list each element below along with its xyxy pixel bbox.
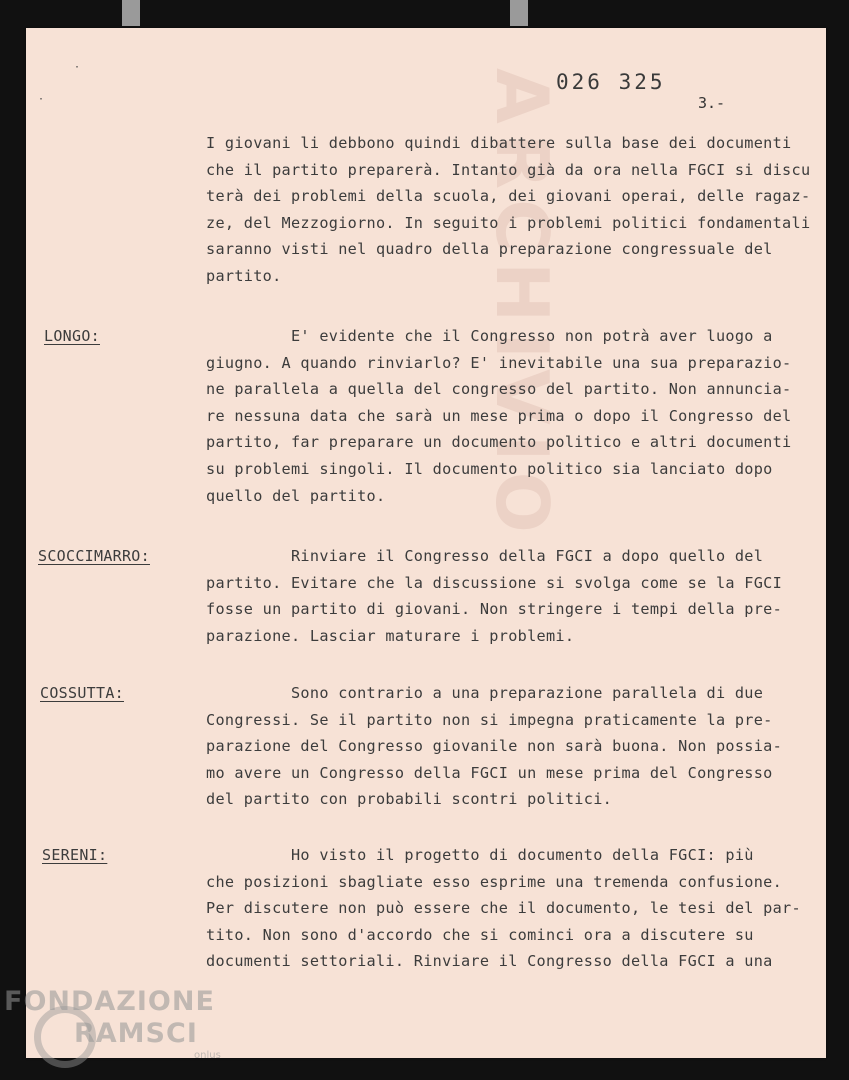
- binder-clip-left: [122, 0, 140, 26]
- text-line: partito, far preparare un documento politico e altri documenti: [206, 433, 792, 452]
- paragraph-continuation: [206, 130, 826, 290]
- text-line: I giovani li debbono quindi dibattere sulla base dei documenti: [206, 134, 792, 152]
- text-line: Rinviare il Congresso della FGCI a dopo quello del: [206, 547, 764, 565]
- text-line: saranno visti nel quadro della preparazione congressuale del: [206, 240, 773, 259]
- speaker-longo: LONGO:: [44, 327, 100, 345]
- text-line: fosse un partito di giovani. Non stringere i tempi della pre-: [206, 600, 783, 619]
- text-line: Ho visto il progetto di documento della FGCI: più: [206, 846, 754, 864]
- text-line: giugno. A quando rinviarlo? E' inevitabile una sua preparazio-: [206, 353, 792, 372]
- text-line: Sono contrario a una preparazione parallela di due: [206, 684, 764, 702]
- text-line: partito.: [206, 266, 282, 285]
- text-line: mo avere un Congresso della FGCI un mese prima del Congresso: [206, 763, 773, 782]
- archive-stamp-watermark: ARCHIVIO: [480, 68, 564, 543]
- paper-mark: ·: [38, 94, 45, 105]
- page-number: 3.-: [698, 94, 726, 112]
- text-line: ne parallela a quella del congresso del partito. Non annuncia-: [206, 380, 792, 399]
- paper-mark: ·: [74, 62, 81, 73]
- speaker-scoccimarro: SCOCCIMARRO:: [38, 547, 150, 565]
- text-line: parazione. Lasciar maturare i problemi.: [206, 626, 575, 645]
- text-line: del partito con probabili scontri politici.: [206, 790, 613, 809]
- text-line: re nessuna data che sarà un mese prima o dopo il Congresso del: [206, 406, 792, 425]
- speaker-sereni: SERENI:: [42, 846, 108, 864]
- text-line: tito. Non sono d'accordo che si cominci ora a discutere su: [206, 925, 754, 944]
- text-line: quello del partito.: [206, 486, 386, 505]
- text-line: che posizioni sbagliate esso esprime una tremenda confusione.: [206, 872, 783, 891]
- binder-clip-right: [510, 0, 528, 26]
- fondazione-gramsci-logo: [4, 986, 234, 1076]
- paragraph-scoccimarro: [206, 543, 826, 649]
- paragraph-cossutta: [206, 680, 826, 813]
- paragraph-sereni: [206, 842, 826, 975]
- logo-line-1: FONDAZIONE: [4, 986, 215, 1017]
- text-line: che il partito preparerà. Intanto già da ora nella FGCI si discu: [206, 160, 811, 179]
- logo-suffix: onlus: [194, 1050, 221, 1061]
- text-line: parazione del Congresso giovanile non sarà buona. Non possia-: [206, 737, 783, 756]
- logo-line-2: RAMSCI: [74, 1018, 198, 1049]
- paragraph-longo: [206, 323, 826, 509]
- text-line: partito. Evitare che la discussione si svolga come se la FGCI: [206, 573, 783, 592]
- speaker-cossutta: COSSUTTA:: [40, 684, 124, 702]
- text-line: Per discutere non può essere che il documento, le tesi del par-: [206, 899, 801, 918]
- text-line: documenti settoriali. Rinviare il Congresso della FGCI a una: [206, 952, 773, 971]
- text-line: terà dei problemi della scuola, dei giovani operai, delle ragaz-: [206, 187, 811, 206]
- text-line: E' evidente che il Congresso non potrà aver luogo a: [206, 327, 773, 345]
- text-line: ze, del Mezzogiorno. In seguito i problemi politici fondamentali: [206, 213, 811, 232]
- archive-number: 026 325: [556, 70, 666, 94]
- text-line: Congressi. Se il partito non si impegna praticamente la pre-: [206, 710, 773, 729]
- text-line: su problemi singoli. Il documento politico sia lanciato dopo: [206, 459, 773, 478]
